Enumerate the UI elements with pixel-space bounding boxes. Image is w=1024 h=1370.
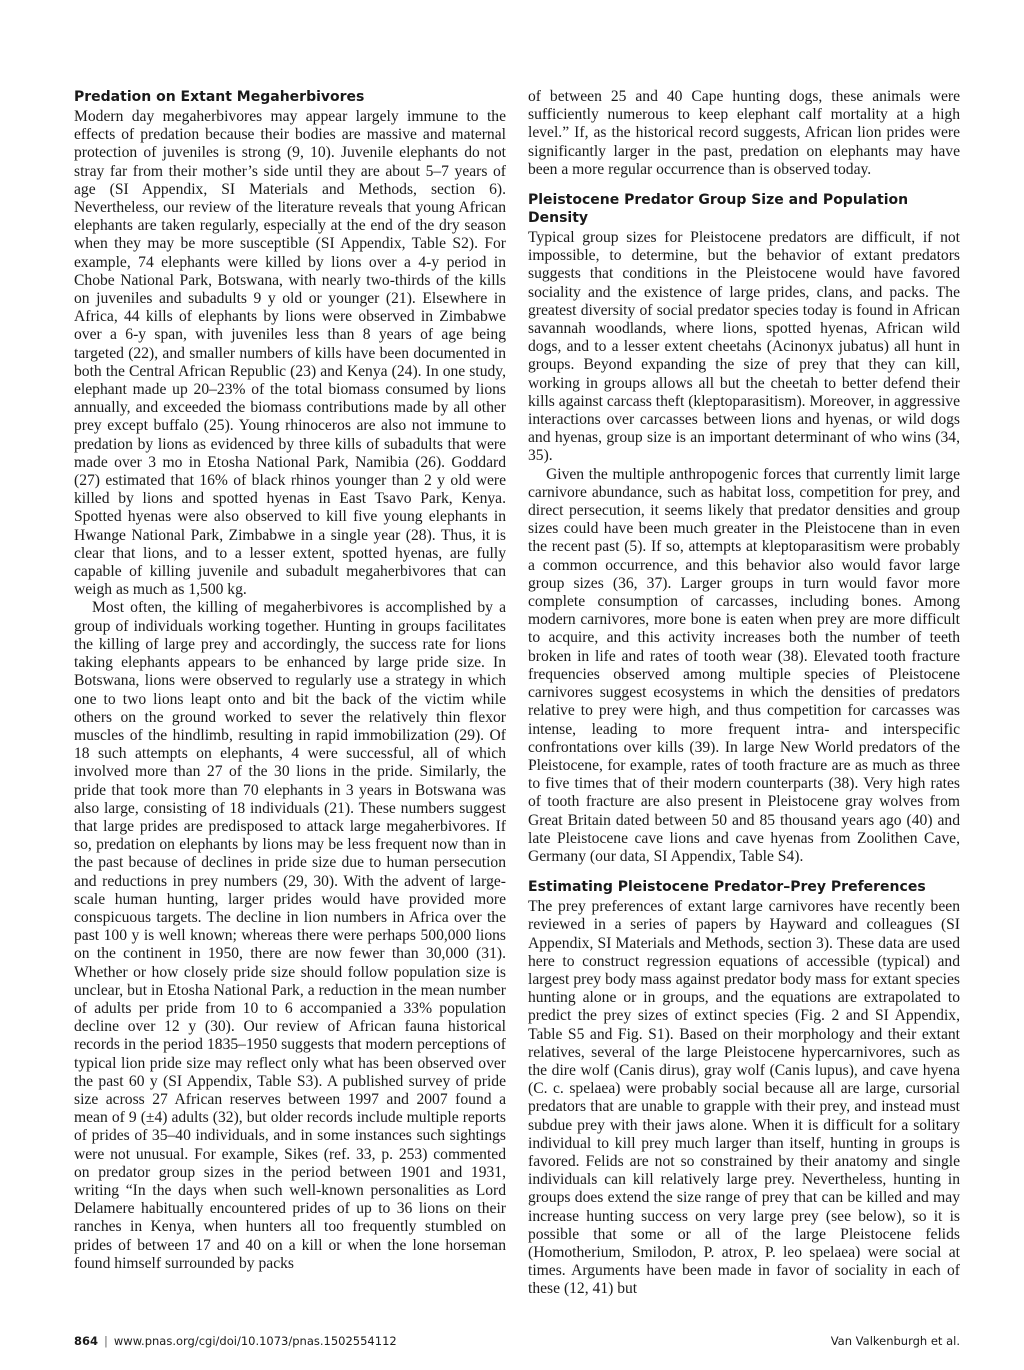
paragraph: Most often, the killing of megaherbivores is accomplished by a group of individuals working together. Hunting in groups facilitates the killing of large prey and accordingly, the success rate for lions taking elephants appears to be enhanced by large pride size. In Botswana, lions were observed to regularly use a strategy in which one to two lions leapt onto and bit the back of the victim while others on the ground worked to sever the relatively thin flexor muscles of the hindlimb, resulting in rapid immobilization (29). Of 18 such attempts on elephants, 4 were successful, all of which involved more than 27 of the 30 lions in the pride. Similarly, the pride that took more than 70 elephants in 3 years in Botswana was also large, consisting of 18 individuals (21). These numbers suggest that large prides are predisposed to attack large megaherbivores. If so, predation on elephants by lions may be less frequent now than in the past because of declines in pride size due to human persecution and reductions in prey numbers (29, 30). With the advent of large-scale human hunting, larger prides would have provided more conspicuous targets. The decline in lion numbers in Africa over the past 100 y is well known; whereas there were perhaps 500,000 lions on the continent in 1950, there are now fewer than 30,000 (31). Whether or how closely pride size should follow population size is unclear, but in Etosha National Park, a reduction in the mean number of adults per pride from 10 to 6 accompanied a 33% population decline over 12 y (30). Our review of African fauna historical records in the period 1835–1950 suggests that modern perceptions of typical lion pride size may reflect only what has been observed over the past 60 y (SI Appendix, Table S3). A published survey of pride size across 27 African reserves between 1997 and 2007 found a mean of 9 (±4) adults (32), but older records include multiple reports of prides of 35–40 individuals, and in some instances such sightings were not unusual. For example, Sikes (ref. 33, p. 253) commented on predator group sizes in the period between 1901 and 1931, writing “In the days when such well-known personalities as Lord Delamere habitually encountered prides of up to 36 lions on their ranches in Kenya, when hunters all too frequently stumbled on prides of between 17 and 40 on a kill or when the lone horseman found himself surrounded by packs [74, 599, 506, 1272]
section-heading-prey-preferences: Estimating Pleistocene Predator–Prey Preferences [528, 879, 926, 896]
section-heading-predation: Predation on Extant Megaherbivores [74, 89, 365, 105]
left-column [74, 88, 506, 1273]
footer-separator: | [104, 1334, 108, 1348]
paragraph-continuation: of between 25 and 40 Cape hunting dogs, these animals were sufficiently numerous to keep elephant calf mortality at a high level.” If, as the historical record suggests, African lion prides were significantly larger in the past, predation on elephants may have been a more regular occurrence than is observed today. [528, 88, 960, 178]
page-number: 864 [74, 1334, 99, 1348]
paragraph: Modern day megaherbivores may appear largely immune to the effects of predation because their bodies are massive and maternal protection of juveniles is strong (9, 10). Juvenile elephants do not stray far from their mother’s side until they are about 5–7 years of age (SI Appendix, SI Materials and Methods, section 6). Nevertheless, our review of the literature reveals that young African elephants are taken regularly, especially at the end of the dry season when they may be more susceptible (SI Appendix, Table S2). For example, 74 elephants were killed by lions over a 4-y period in Chobe National Park, Botswana, with nearly two-thirds of the kills on juveniles and subadults 9 y old or younger (21). Elsewhere in Africa, 44 kills of elephants by lions were observed in Zimbabwe over a 6-y span, with juveniles less than 8 years of age being targeted (22), and smaller numbers of kills have been documented in both the Central African Republic (23) and Kenya (24). In one study, elephant made up 20–23% of the total biomass consumed by lions annually, and exceeded the biomass contributions made by all other prey except buffalo (25). Young rhinoceros are also not immune to predation by lions as evidenced by three kills of subadults that were made over 3 mo in Etosha National Park, Namibia (26). Goddard (27) estimated that 16% of black rhinos younger than 2 y old were killed by lions and spotted hyenas in East Tsavo Park, Kenya. Spotted hyenas were also observed to kill five young elephants in Hwange National Park, Zimbabwe in a single year (28). Thus, it is clear that lions, and to a lesser extent, spotted hyenas, are fully capable of killing juvenile and subadult megaherbivores that can weigh as much as 1,500 kg. [74, 108, 506, 599]
doi-link[interactable]: www.pnas.org/cgi/doi/10.1073/pnas.1502554112 [113, 1334, 397, 1348]
page-footer [74, 1334, 960, 1348]
right-column [528, 88, 960, 1299]
footer-authors: Van Valkenburgh et al. [830, 1334, 960, 1348]
paragraph: Given the multiple anthropogenic forces that currently limit large carnivore abundance, such as habitat loss, competition for prey, and direct persecution, it seems likely that predator densities and group sizes could have been much greater in the Pleistocene than in even the recent past (5). If so, attempts at kleptoparasitism were probably a common occurrence, and this behavior also would favor large group sizes (36, 37). Larger groups in turn would favor more complete consumption of carcasses, including bones. Among modern carnivores, more bone is eaten when prey are more difficult to acquire, and this activity increases both the number of teeth broken in life and rates of tooth wear (38). Elevated tooth fracture frequencies observed among multiple species of Pleistocene carnivores suggest ecosystems in which the densities of predators relative to prey were high, and thus competition for carcasses was intense, leading to more frequent intra- and interspecific confrontations over kills (39). In large New World predators of the Pleistocene, for example, rates of tooth fracture are as much as three to five times that of their modern counterparts (38). Very high rates of tooth fracture are also present in Pleistocene gray wolves from Great Britain dated between 50 and 85 thousand years ago (40) and late Pleistocene cave lions and cave hyenas from Zoolithen Cave, Germany (our data, SI Appendix, Table S4). [528, 465, 960, 865]
paragraph: Typical group sizes for Pleistocene predators are difficult, if not impossible, to determine, but the behavior of extant predators suggests that conditions in the Pleistocene would have favored sociality and the existence of large prides, clans, and packs. The greatest diversity of social predator species today is found in African savannah woodlands, where lions, spotted hyenas, African wild dogs, and to a lesser extent cheetahs (Acinonyx jubatus) all hunt in groups. Beyond expanding the size of prey that they can kill, working in groups allows all but the cheetah to better defend their kills against carcass theft (kleptoparasitism). Moreover, in aggressive interactions over carcasses between lions and hyenas, or wild dogs and hyenas, group size is an important determinant of who wins (34, 35). [528, 229, 960, 465]
paragraph: The prey preferences of extant large carnivores have recently been reviewed in a series of papers by Hayward and colleagues (SI Appendix, SI Materials and Methods, section 3). These data are used here to construct regression equations of accessible (typical) and largest prey body mass against predator body mass for extant species hunting alone or in groups, and the equations are extrapolated to predict the prey sizes of extinct species (Fig. 2 and SI Appendix, Table S5 and Fig. S1). Based on their morphology and their extant relatives, several of the large Pleistocene hypercarnivores, such as the dire wolf (Canis dirus), gray wolf (Canis lupus), and cave hyena (C. c. spelaea) were probably social because all are large, cursorial predators that are unable to grapple with their prey, and instead must subdue prey with their jaws alone. When it is difficult for a solitary individual to kill prey much larger than itself, hunting in groups is favored. Felids are not so constrained by their anatomy and single individuals can kill relatively large prey. Nevertheless, hunting in groups does extend the size range of prey that can be killed and may increase hunting success on very large prey (see below), so it is possible that some or all of the large Pleistocene felids (Homotherium, Smilodon, P. atrox, P. leo spelaea) were social at times. Arguments have been made in favor of sociality in each of these (12, 41) but [528, 898, 960, 1298]
section-heading-group-size: Pleistocene Predator Group Size and Population Density [528, 192, 909, 227]
